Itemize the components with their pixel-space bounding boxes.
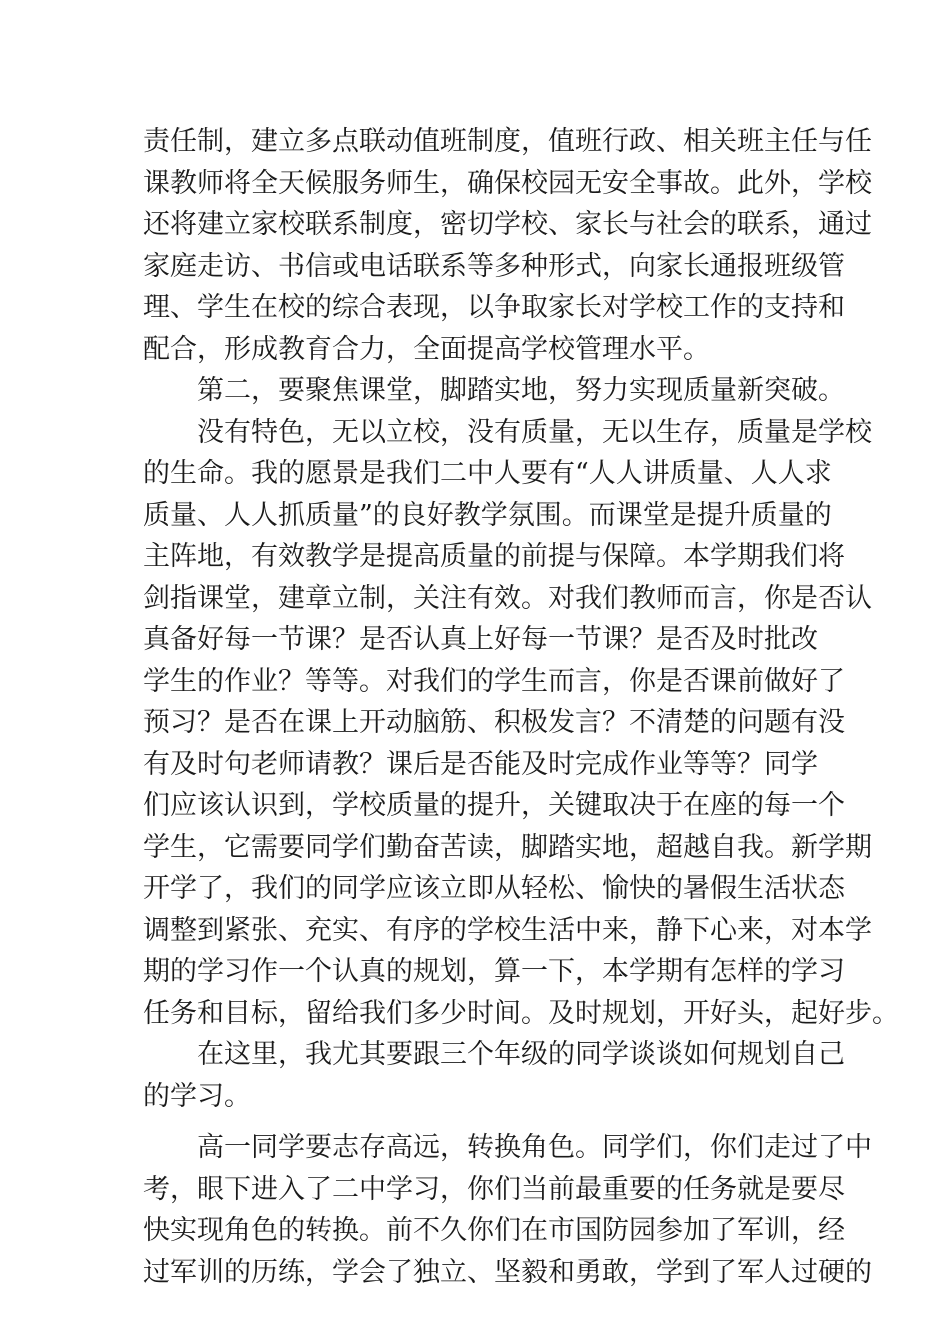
text-line: 调整到紧张、充实、有序的学校生活中来，静下心来，对本学 bbox=[143, 914, 872, 946]
text-line: 期的学习作一个认真的规划，算一下，本学期有怎样的学习 bbox=[143, 956, 845, 987]
text-line: 过军训的历练，学会了独立、坚毅和勇敢，学到了军人过硬的 bbox=[143, 1256, 872, 1288]
document-body bbox=[143, 121, 899, 1293]
text-line: 质量、人人抓质量”的良好教学氛围。而课堂是提升质量的 bbox=[143, 499, 832, 531]
text-line: 任务和目标，留给我们多少时间。及时规划，开好头，起好步。 bbox=[143, 997, 899, 1029]
text-line: 真备好每一节课？是否认真上好每一节课？是否及时批改 bbox=[143, 624, 818, 655]
text-line: 没有特色，无以立校，没有质量，无以生存，质量是学校 bbox=[197, 416, 872, 448]
text-line: 还将建立家校联系制度，密切学校、家长与社会的联系，通过 bbox=[143, 209, 872, 240]
text-line: 课教师将全天候服务师生，确保校园无安全事故。此外，学校 bbox=[143, 167, 872, 199]
text-line: 在这里，我尤其要跟三个年级的同学谈谈如何规划自己 bbox=[197, 1039, 845, 1070]
text-line: 理、学生在校的综合表现，以争取家长对学校工作的支持和 bbox=[143, 292, 845, 323]
text-line: 家庭走访、书信或电话联系等多种形式，向家长通报班级管 bbox=[143, 250, 845, 282]
text-line: 责任制，建立多点联动值班制度，值班行政、相关班主任与任 bbox=[143, 126, 872, 157]
text-line: 预习？是否在课上开动脑筋、积极发言？不清楚的问题有没 bbox=[143, 707, 845, 738]
text-line: 学生，它需要同学们勤奋苦读，脚踏实地，超越自我。新学期 bbox=[143, 831, 872, 863]
paragraph-gap bbox=[143, 1117, 807, 1127]
text-line: 考，眼下进入了二中学习，你们当前最重要的任务就是要尽 bbox=[143, 1173, 845, 1205]
text-line: 快实现角色的转换。前不久你们在市国防园参加了军训，经 bbox=[143, 1215, 845, 1246]
text-line: 的学习。 bbox=[143, 1080, 251, 1112]
text-line: 开学了，我们的同学应该立即从轻松、愉快的暑假生活状态 bbox=[143, 873, 845, 904]
text-line: 学生的作业？等等。对我们的学生而言，你是否课前做好了 bbox=[143, 665, 845, 697]
text-line: 有及时句老师请教？课后是否能及时完成作业等等？同学 bbox=[143, 748, 818, 780]
text-line: 配合，形成教育合力，全面提高学校管理水平。 bbox=[143, 333, 710, 365]
section-heading: 第二，要聚焦课堂，脚踏实地，努力实现质量新突破。 bbox=[197, 375, 845, 406]
text-line: 高一同学要志存高远，转换角色。同学们，你们走过了中 bbox=[197, 1132, 872, 1163]
text-line: 剑指课堂，建章立制，关注有效。对我们教师而言，你是否认 bbox=[143, 582, 872, 614]
text-line: 主阵地，有效教学是提高质量的前提与保障。本学期我们将 bbox=[143, 541, 845, 572]
text-line: 的生命。我的愿景是我们二中人要有“人人讲质量、人人求 bbox=[143, 458, 832, 489]
text-line: 们应该认识到，学校质量的提升，关键取决于在座的每一个 bbox=[143, 790, 845, 821]
